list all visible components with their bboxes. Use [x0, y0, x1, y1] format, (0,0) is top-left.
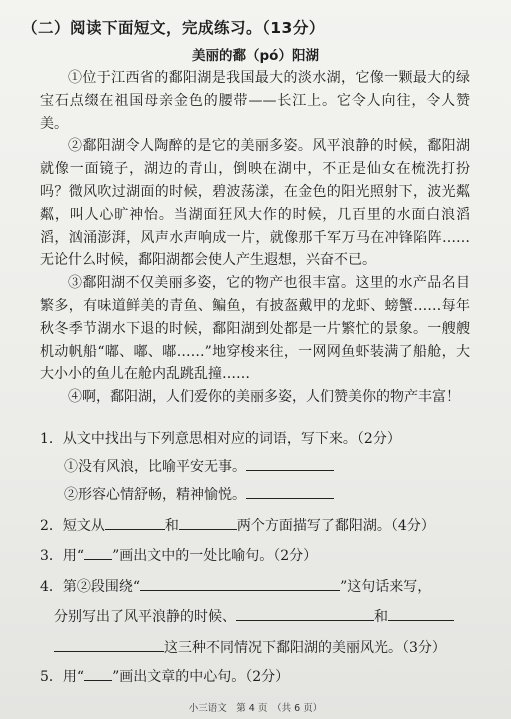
question-2-pre: 2．短文从 — [40, 518, 105, 534]
question-1: 1．从文中找出与下列意思相对应的词语，写下来。（2分） — [40, 431, 401, 447]
answer-blank-4d[interactable] — [54, 650, 164, 652]
question-2 — [40, 515, 435, 535]
question-3-pre: 3．用“ — [40, 548, 85, 564]
question-2-mid: 和 — [164, 518, 179, 534]
answer-blank-4c[interactable] — [388, 619, 454, 621]
wavy-line-sample — [84, 558, 112, 560]
question-5-pre: 5．用“ — [40, 669, 85, 685]
question-4-line2-mid: 和 — [374, 609, 388, 625]
question-3-post: ”画出文中的一处比喻句。（2分） — [112, 548, 318, 564]
question-3 — [40, 545, 317, 565]
reading-passage — [40, 67, 470, 409]
question-1a-text: ①没有风浪，比喻平安无事。 — [64, 459, 246, 475]
answer-blank-2a[interactable] — [105, 528, 165, 530]
answer-blank-4a[interactable] — [140, 589, 340, 591]
question-5-post: ”画出文章的中心句。（2分） — [112, 669, 290, 685]
question-1a — [64, 456, 334, 476]
paragraph-4: ④啊，鄱阳湖，人们爱你的美丽多姿，人们赞美你的物产丰富！ — [68, 389, 460, 406]
question-5 — [40, 666, 289, 686]
question-4-pre: 4．第②段围绕“ — [40, 579, 141, 595]
paragraph-3: ③鄱阳湖不仅美丽多姿，它的物产也很丰富。这里的水产品名目繁多，有味道鲜美的青鱼、鳊鱼，有披盔戴甲的龙虾、螃蟹……每年秋冬季节湖水下退的时候，鄱阳湖到处都是一片繁忙的景象。一艘艘机动帆船“嘟、嘟、嘟……”地穿梭来往，一网网鱼虾装满了船舱，大大小小的鱼儿在舱内乱跳乱撞…… — [40, 275, 470, 383]
answer-blank-1a[interactable] — [246, 469, 334, 471]
line-sample — [84, 679, 112, 681]
question-2-post: 两个方面描写了鄱阳湖。（4分） — [236, 518, 435, 534]
question-4-post: ”这句话来写， — [340, 579, 432, 595]
question-1b-text: ②形容心情舒畅，精神愉悦。 — [64, 487, 246, 503]
paragraph-1: ①位于江西省的鄱阳湖是我国最大的淡水湖，它像一颗最大的绿宝石点缀在祖国母亲金色的腰带——长江上。它令人向往，令人赞美。 — [40, 70, 470, 132]
paragraph-2: ②鄱阳湖令人陶醉的是它的美丽多姿。风平浪静的时候，鄱阳湖就像一面镜子，湖边的青山，倒映在湖中，不正是仙女在梳洗打扮吗？微风吹过湖面的时候，碧波荡漾，在金色的阳光照射下，波光粼粼，叫人心旷神怡。当湖面狂风大作的时候，几百里的水面白浪滔滔，汹涌澎湃，风声水声响成一片，就像那千军万马在冲锋陷阵……无论什么时候，鄱阳湖都会使人产生遐想，兴奋不已。 — [40, 138, 470, 269]
question-4-line3 — [54, 637, 446, 657]
answer-blank-2b[interactable] — [179, 528, 237, 530]
answer-blank-4b[interactable] — [236, 619, 374, 621]
question-4-line2-pre: 分别写出了风平浪静的时候、 — [54, 609, 236, 625]
section-title: （二）阅读下面短文，完成练习。（13分） — [22, 19, 325, 37]
page-footer: 小三语文 第 4 页 （共 6 页） — [188, 703, 323, 714]
question-4-line3-post: 这三种不同情况下鄱阳湖的美丽风光。（3分） — [164, 640, 446, 656]
question-4 — [40, 576, 431, 596]
question-4-line2 — [54, 606, 454, 626]
answer-blank-1b[interactable] — [246, 497, 334, 499]
passage-title: 美丽的鄱（pó）阳湖 — [192, 48, 319, 64]
question-1b — [64, 484, 334, 504]
